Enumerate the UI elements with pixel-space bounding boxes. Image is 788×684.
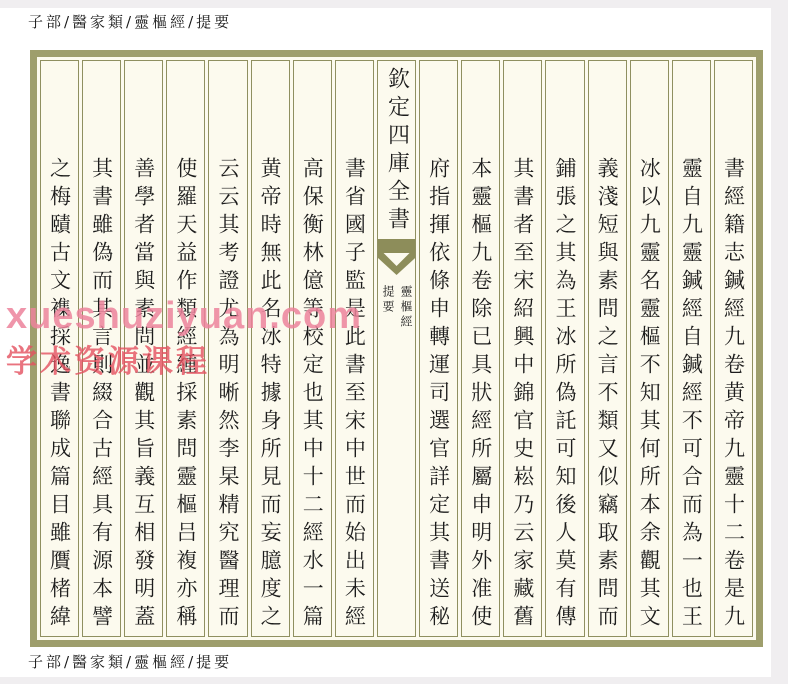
text-column [714, 60, 753, 637]
column-text: 高保衡林億等校定也其中十二經水一篇 [300, 157, 325, 633]
watermark-label: 学术资源课程 [6, 344, 210, 379]
column-text: 書經籍志鍼經九卷黄帝九靈十二卷是九 [721, 157, 746, 633]
text-column [251, 60, 290, 637]
watermark-url: xueshuziyuan.com [6, 295, 362, 337]
text-column [630, 60, 669, 637]
column-text: 之梅賾古文襍採逸書聯成篇目雖贋楮緯 [47, 157, 72, 633]
column-text: 本靈樞九卷除已具狀經所屬申明外准使 [468, 157, 493, 633]
fishtail-ornament-icon [378, 239, 415, 283]
column-text: 其書雖偽而其言則綴合古經具有源本譬 [89, 157, 114, 633]
column-text: 使羅天益作類經緟採素問靈樞吕複亦稱 [173, 157, 198, 633]
center-subtitle [380, 285, 413, 330]
column-text: 府指揮依條申轉運司選官詳定其書送秘 [426, 157, 451, 633]
center-title-column [377, 60, 416, 637]
text-column [335, 60, 374, 637]
text-column [588, 60, 627, 637]
column-text: 冰以九靈名靈樞不知其何所本余觀其文 [637, 157, 662, 633]
column-text: 靈自九靈鍼經自鍼經不可合而為一也王 [679, 157, 704, 633]
column-text: 鋪張之其為王冰所偽託可知後人莫有傳 [552, 157, 577, 633]
column-text: 其書者至宋紹興中錦官史崧乃云家藏舊 [510, 157, 535, 633]
subtitle-section-name: 提要 [380, 285, 395, 315]
column-text: 義淺短與素問之言不類又似竊取素問而 [595, 157, 620, 633]
column-text: 云云其考證尤為明晰然李杲精究醫理而 [215, 157, 240, 633]
text-column [419, 60, 458, 637]
text-column [545, 60, 584, 637]
column-text: 書省國子監是此書至宋中世而始出未經 [342, 157, 367, 633]
breadcrumb: 子部/醫家類/靈樞經/提要 [28, 653, 233, 671]
breadcrumb: 子部/醫家類/靈樞經/提要 [28, 13, 233, 31]
text-column [672, 60, 711, 637]
subtitle-book-name: 靈樞經 [398, 285, 413, 330]
column-text: 黄帝時無此名冰特據身所見而妄臆度之 [258, 157, 283, 633]
book-title: 欽定四庫全書 [384, 67, 410, 235]
text-column [208, 60, 247, 637]
text-column [293, 60, 332, 637]
text-column [461, 60, 500, 637]
column-text: 善學者當與素問並觀其旨義互相發明蓋 [131, 157, 156, 633]
text-column [503, 60, 542, 637]
